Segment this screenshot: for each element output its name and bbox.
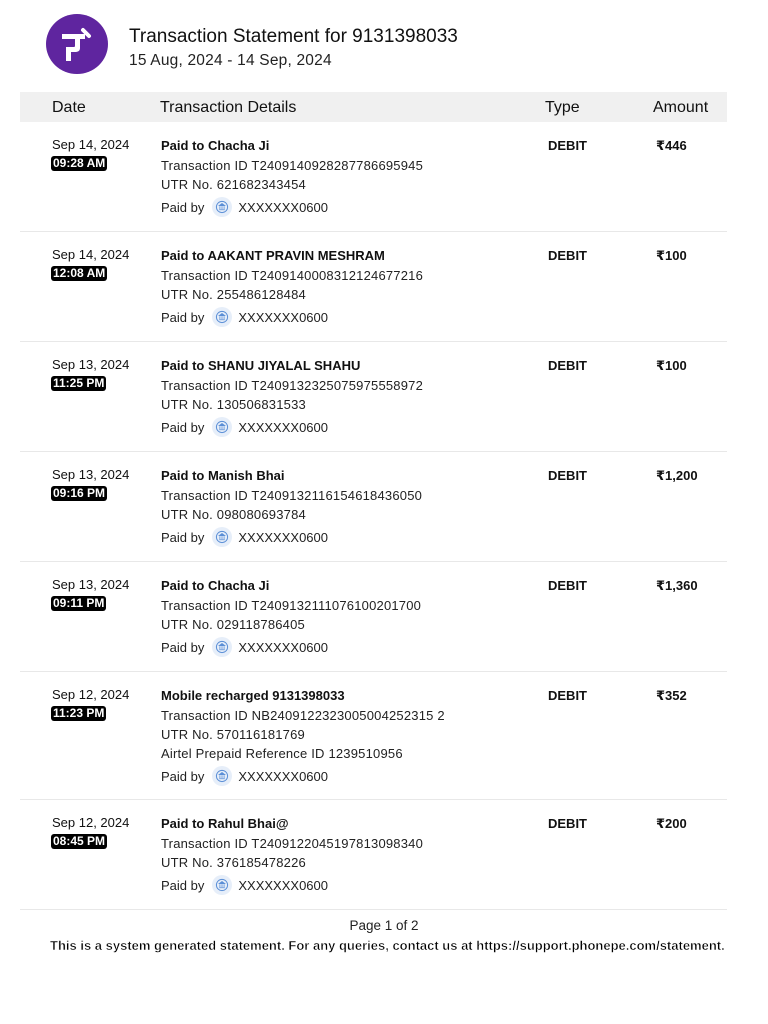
transaction-date: Sep 13, 2024 [52,357,130,372]
paid-by [161,416,541,438]
transaction-details [161,358,541,438]
transaction-row [20,562,727,672]
account-number: XXXXXXX0600 [238,309,328,325]
transaction-time: 09:16 PM [53,486,106,500]
transaction-details [161,688,541,787]
transaction-amount: ₹446 [656,138,687,153]
transaction-date: Sep 12, 2024 [52,815,130,830]
transaction-amount: ₹100 [656,358,687,373]
transaction-date: Sep 14, 2024 [52,247,130,262]
transaction-row [20,122,727,232]
transaction-time: 11:25 PM [53,376,105,390]
transactions-table [20,122,727,910]
utr-number: UTR No. 255486128484 [161,287,306,302]
statement-header [46,14,746,74]
transaction-type: DEBIT [548,688,587,703]
utr-number: UTR No. 098080693784 [161,507,306,522]
transaction-date: Sep 14, 2024 [52,137,130,152]
statement-period: 15 Aug, 2024 - 14 Sep, 2024 [129,52,332,69]
transaction-id: Transaction ID T2409122045197813098340 [161,836,424,851]
column-type: Type [545,99,580,116]
transaction-payee: Paid to AAKANT PRAVIN MESHRAM [161,248,385,263]
column-amount: Amount [653,99,709,116]
paid-by [161,196,541,218]
transaction-details [161,248,541,328]
utr-number: UTR No. 130506831533 [161,397,306,412]
transaction-details [161,816,541,896]
transaction-row [20,672,727,800]
paid-by-label: Paid by [161,639,205,655]
transaction-time: 11:23 PM [53,706,105,720]
transaction-row [20,800,727,910]
bank-icon [212,197,232,217]
paid-by [161,526,541,548]
transaction-type: DEBIT [548,578,587,593]
transaction-id: Transaction ID T2409132116154618436050 [161,488,423,503]
transaction-type: DEBIT [548,468,587,483]
bank-icon [212,527,232,547]
transaction-id: Transaction ID T2409132325075975558972 [161,378,424,393]
transaction-type: DEBIT [548,248,587,263]
account-number: XXXXXXX0600 [238,529,328,545]
bank-icon [212,417,232,437]
transaction-amount: ₹1,200 [656,468,698,483]
bank-icon [212,875,232,895]
column-date: Date [52,99,86,116]
paid-by-label: Paid by [161,199,205,215]
transaction-details [161,578,541,658]
transaction-row [20,342,727,452]
transaction-date: Sep 12, 2024 [52,687,130,702]
bank-icon [212,307,232,327]
utr-number: UTR No. 621682343454 [161,177,306,192]
paid-by [161,636,541,658]
support-link[interactable]: https://support.phonepe.com/statement. [476,938,725,953]
transaction-date: Sep 13, 2024 [52,467,130,482]
footer-note [50,938,725,953]
transaction-amount: ₹200 [656,816,687,831]
account-number: XXXXXXX0600 [238,639,328,655]
phonepe-logo [46,14,108,74]
table-header [20,92,727,122]
transaction-id: Transaction ID NB2409122323005004252315 2 [161,708,445,723]
bank-icon [212,766,232,786]
page-number: Page 1 of 2 [349,918,419,933]
transaction-id: Transaction ID T2409132111076100201700 [161,598,422,613]
transaction-time: 08:45 PM [53,834,106,848]
transaction-time: 09:11 PM [53,596,105,610]
transaction-id: Transaction ID T2409140928287786695945 [161,158,424,173]
transaction-time: 09:28 AM [53,156,106,170]
transaction-type: DEBIT [548,358,587,373]
statement-title: Transaction Statement for 9131398033 [129,26,458,47]
transaction-time: 12:08 AM [53,266,106,280]
account-number: XXXXXXX0600 [238,199,328,215]
transaction-row [20,452,727,562]
transaction-payee: Mobile recharged 9131398033 [161,688,345,703]
paid-by [161,306,541,328]
account-number: XXXXXXX0600 [238,419,328,435]
paid-by-label: Paid by [161,309,205,325]
account-number: XXXXXXX0600 [238,768,328,784]
transaction-type: DEBIT [548,138,587,153]
paid-by-label: Paid by [161,419,205,435]
transaction-id: Transaction ID T2409140008312124677216 [161,268,424,283]
transaction-payee: Paid to Chacha Ji [161,138,270,153]
transaction-payee: Paid to Rahul Bhai@ [161,816,289,831]
transaction-amount: ₹352 [656,688,687,703]
transaction-type: DEBIT [548,816,587,831]
transaction-details [161,138,541,218]
transaction-date: Sep 13, 2024 [52,577,130,592]
paid-by-label: Paid by [161,768,205,784]
column-details: Transaction Details [160,99,297,116]
reference-id: Airtel Prepaid Reference ID 1239510956 [161,746,403,761]
transaction-payee: Paid to Manish Bhai [161,468,285,483]
bank-icon [212,637,232,657]
transaction-details [161,468,541,548]
account-number: XXXXXXX0600 [238,877,328,893]
phonepe-logo-icon [59,24,95,64]
paid-by [161,874,541,896]
transaction-amount: ₹1,360 [656,578,698,593]
transaction-payee: Paid to SHANU JIYALAL SHAHU [161,358,361,373]
utr-number: UTR No. 570116181769 [161,727,305,742]
paid-by [161,765,541,787]
transaction-amount: ₹100 [656,248,687,263]
transaction-row [20,232,727,342]
footer-note-text: This is a system generated statement. For any queries, contact us at [50,938,477,953]
utr-number: UTR No. 029118786405 [161,617,305,632]
paid-by-label: Paid by [161,877,205,893]
utr-number: UTR No. 376185478226 [161,855,306,870]
transaction-payee: Paid to Chacha Ji [161,578,270,593]
paid-by-label: Paid by [161,529,205,545]
